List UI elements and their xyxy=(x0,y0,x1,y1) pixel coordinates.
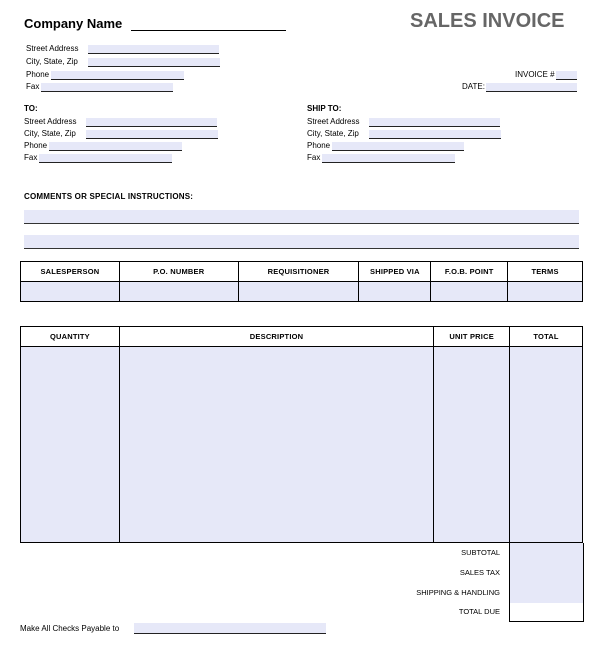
header-quantity: QUANTITY xyxy=(21,327,120,347)
sales-tax-label: SALES TAX xyxy=(459,568,500,577)
invoice-number-label: INVOICE # xyxy=(515,70,555,79)
ship-city-field[interactable] xyxy=(369,130,501,139)
invoice-title: SALES INVOICE xyxy=(410,10,565,32)
shipped-via-cell[interactable] xyxy=(359,282,431,302)
invoice-number-field[interactable] xyxy=(556,71,577,80)
ship-to-heading: SHIP TO: xyxy=(307,104,342,113)
company-street-field[interactable] xyxy=(88,45,219,54)
to-city-field[interactable] xyxy=(86,130,218,139)
unit-price-column[interactable] xyxy=(434,347,510,543)
ship-fax-field[interactable] xyxy=(322,154,455,163)
ship-fax-label: Fax xyxy=(307,153,321,162)
to-phone-label: Phone xyxy=(24,141,48,150)
date-field[interactable] xyxy=(486,83,577,92)
header-shipped-via: SHIPPED VIA xyxy=(359,262,431,282)
company-city-field[interactable] xyxy=(88,58,220,67)
comments-line-1[interactable] xyxy=(24,210,579,224)
to-street-field[interactable] xyxy=(86,118,217,127)
company-city-label: City, State, Zip xyxy=(26,57,78,66)
date-label: DATE: xyxy=(462,82,485,91)
to-city-label: City, State, Zip xyxy=(24,129,76,138)
to-street-label: Street Address xyxy=(24,117,77,126)
to-fax-field[interactable] xyxy=(39,154,172,163)
quantity-column[interactable] xyxy=(21,347,120,543)
payable-field[interactable] xyxy=(134,623,326,634)
header-fob-point: F.O.B. POINT xyxy=(431,262,508,282)
header-po-number: P.O. NUMBER xyxy=(119,262,238,282)
totals-box[interactable] xyxy=(509,543,584,604)
po-number-cell[interactable] xyxy=(119,282,238,302)
ship-street-field[interactable] xyxy=(369,118,500,127)
header-total: TOTAL xyxy=(510,327,583,347)
header-description: DESCRIPTION xyxy=(119,327,433,347)
total-due-box[interactable] xyxy=(509,603,584,622)
company-phone-label: Phone xyxy=(26,70,50,79)
total-column[interactable] xyxy=(510,347,583,543)
payable-label: Make All Checks Payable to xyxy=(20,624,120,633)
salesperson-cell[interactable] xyxy=(21,282,120,302)
header-requisitioner: REQUISITIONER xyxy=(238,262,359,282)
to-heading: TO: xyxy=(24,104,38,113)
terms-cell[interactable] xyxy=(508,282,583,302)
company-street-label: Street Address xyxy=(26,44,79,53)
comments-line-2[interactable] xyxy=(24,235,579,249)
company-phone-field[interactable] xyxy=(51,71,184,80)
ship-street-label: Street Address xyxy=(307,117,360,126)
ship-city-label: City, State, Zip xyxy=(307,129,359,138)
company-fax-label: Fax xyxy=(26,82,40,91)
order-details-table xyxy=(20,261,583,302)
header-salesperson: SALESPERSON xyxy=(21,262,120,282)
requisitioner-cell[interactable] xyxy=(238,282,359,302)
header-unit-price: UNIT PRICE xyxy=(434,327,510,347)
company-name-field[interactable] xyxy=(131,30,286,31)
fob-point-cell[interactable] xyxy=(431,282,508,302)
subtotal-label: SUBTOTAL xyxy=(461,548,500,557)
comments-label: COMMENTS OR SPECIAL INSTRUCTIONS: xyxy=(24,192,194,201)
to-phone-field[interactable] xyxy=(49,142,182,151)
to-fax-label: Fax xyxy=(24,153,38,162)
header-terms: TERMS xyxy=(508,262,583,282)
company-name-label: Company Name xyxy=(24,16,123,31)
company-fax-field[interactable] xyxy=(41,83,173,92)
total-due-label: TOTAL DUE xyxy=(458,607,500,616)
description-column[interactable] xyxy=(119,347,433,543)
ship-phone-label: Phone xyxy=(307,141,331,150)
line-items-table xyxy=(20,326,583,543)
shipping-label: SHIPPING & HANDLING xyxy=(416,588,500,597)
ship-phone-field[interactable] xyxy=(332,142,464,151)
